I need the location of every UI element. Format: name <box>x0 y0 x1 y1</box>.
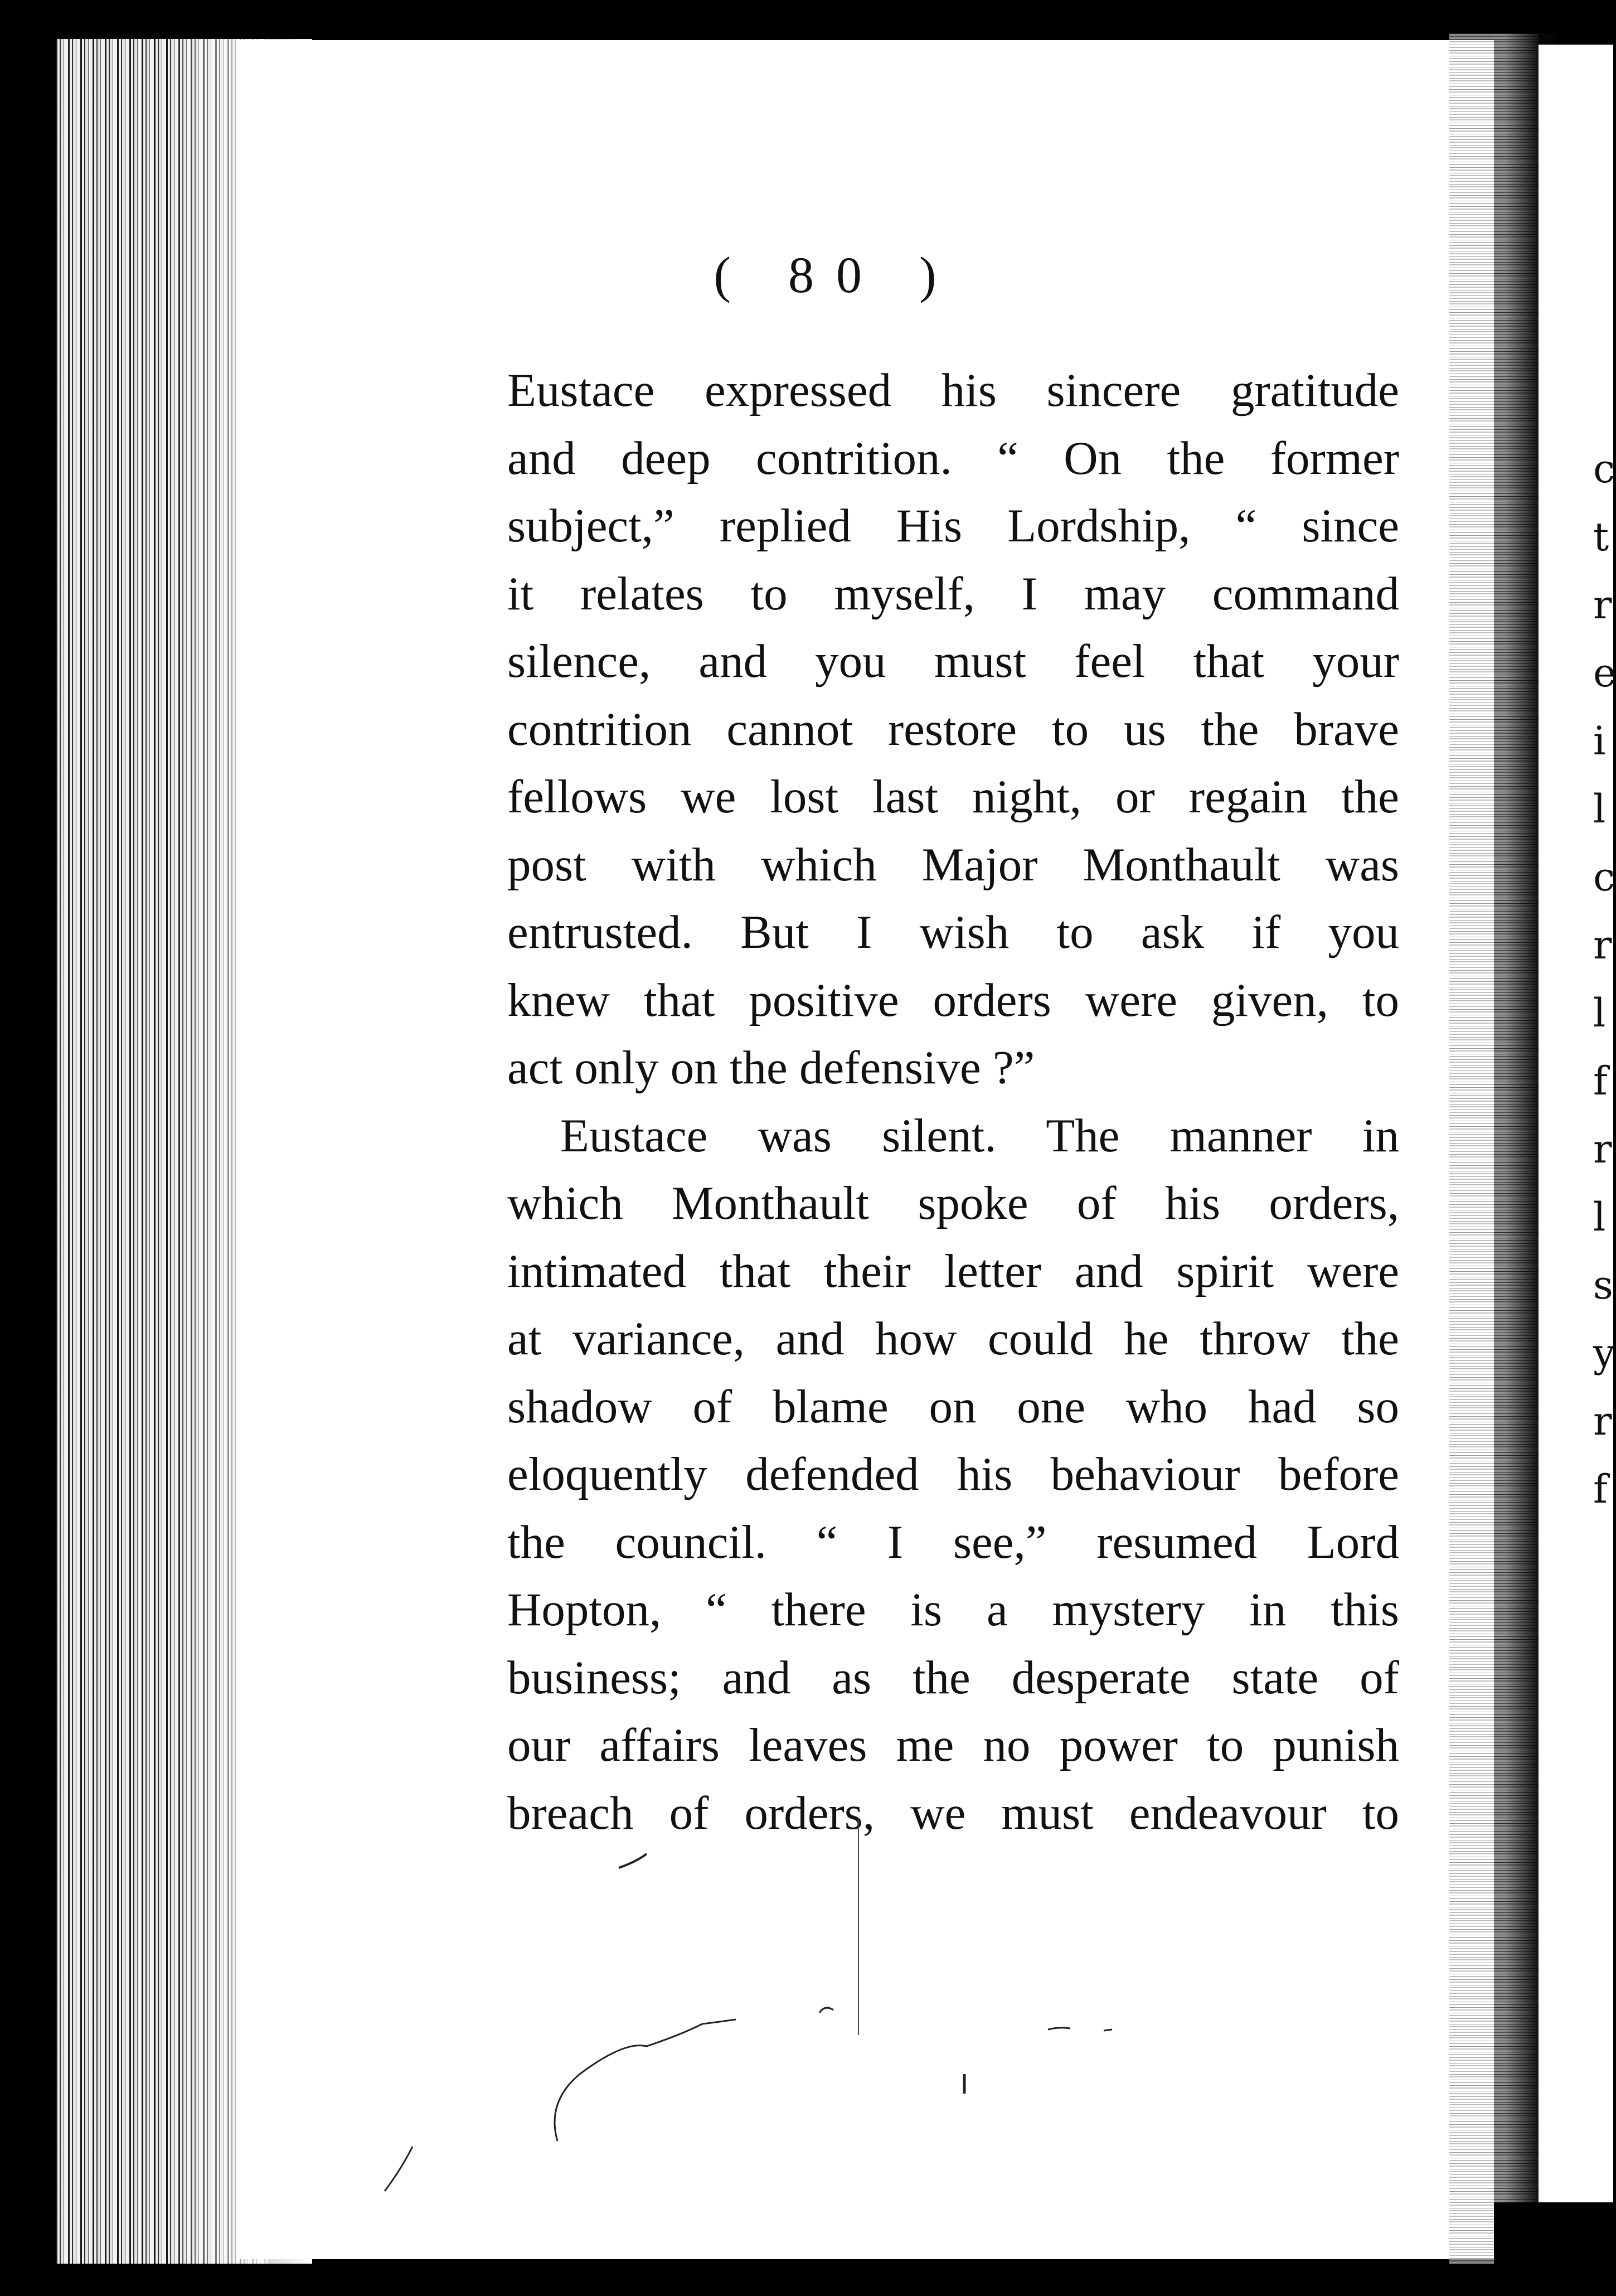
text-line: Eustace expressed his sincere gratitude <box>507 364 1399 416</box>
facing-letter: r <box>1593 1126 1612 1172</box>
facing-letter: c <box>1593 446 1615 492</box>
facing-letter: i <box>1593 718 1606 764</box>
facing-letter: r <box>1593 1398 1612 1444</box>
text-line: act only on the defensive ?” <box>507 1042 1035 1094</box>
text-line: our affairs leaves me no power to punish <box>507 1719 1399 1771</box>
text-line: and deep contrition. “ On the former <box>507 432 1399 485</box>
right-fold-shadow <box>1505 33 1539 2264</box>
facing-letter: f <box>1593 1466 1608 1512</box>
text-line: eloquently defended his behaviour before <box>507 1448 1399 1500</box>
text-line: breach of orders, we must endeavour to <box>507 1786 1399 1839</box>
facing-letter: l <box>1593 786 1606 832</box>
facing-letter: f <box>1593 1058 1608 1104</box>
text-line: Hopton, “ there is a mystery in this <box>507 1583 1399 1636</box>
text-line: the council. “ I see,” resumed Lord <box>507 1515 1399 1568</box>
paragraph <box>507 1102 1399 1848</box>
text-line: subject,” replied His Lordship, “ since <box>507 500 1399 552</box>
scan-border-top <box>0 0 1613 45</box>
facing-letter: c <box>1593 854 1615 900</box>
facing-letter: y <box>1593 1330 1615 1376</box>
page-number: ( 80 ) <box>714 246 959 303</box>
text-line: at variance, and how could he throw the <box>507 1312 1399 1365</box>
body-text <box>507 357 1399 1847</box>
facing-letter: l <box>1593 990 1606 1036</box>
scan-border-corner <box>1494 2202 1613 2296</box>
text-line: shadow of blame on one who had so <box>507 1380 1399 1433</box>
text-line: business; and as the desperate state of <box>507 1651 1399 1704</box>
text-line: Eustace was silent. The manner in <box>560 1109 1399 1162</box>
facing-letter: t <box>1593 514 1609 560</box>
text-line: silence, and you must feel that your <box>507 635 1399 687</box>
stray-pen-marks <box>334 1812 1449 2202</box>
page-edge-fade <box>167 39 312 2264</box>
paragraph <box>507 357 1399 1102</box>
facing-page-letters <box>1593 435 1616 1523</box>
facing-letter: e <box>1593 650 1616 696</box>
facing-letter: l <box>1593 1194 1606 1240</box>
facing-letter: r <box>1593 582 1612 628</box>
facing-letter: r <box>1593 922 1612 968</box>
text-line: knew that positive orders were given, to <box>507 973 1399 1026</box>
text-line: entrusted. But I wish to ask if you <box>507 906 1399 958</box>
text-line: contrition cannot restore to us the brave <box>507 703 1399 755</box>
text-line: fellows we lost last night, or regain the <box>507 771 1399 823</box>
facing-letter: s <box>1593 1262 1613 1308</box>
text-line: post with which Major Monthault was <box>507 838 1399 891</box>
text-line: intimated that their letter and spirit were <box>507 1244 1399 1297</box>
text-line: which Monthault spoke of his orders, <box>507 1177 1399 1229</box>
text-line: it relates to myself, I may command <box>507 567 1399 620</box>
